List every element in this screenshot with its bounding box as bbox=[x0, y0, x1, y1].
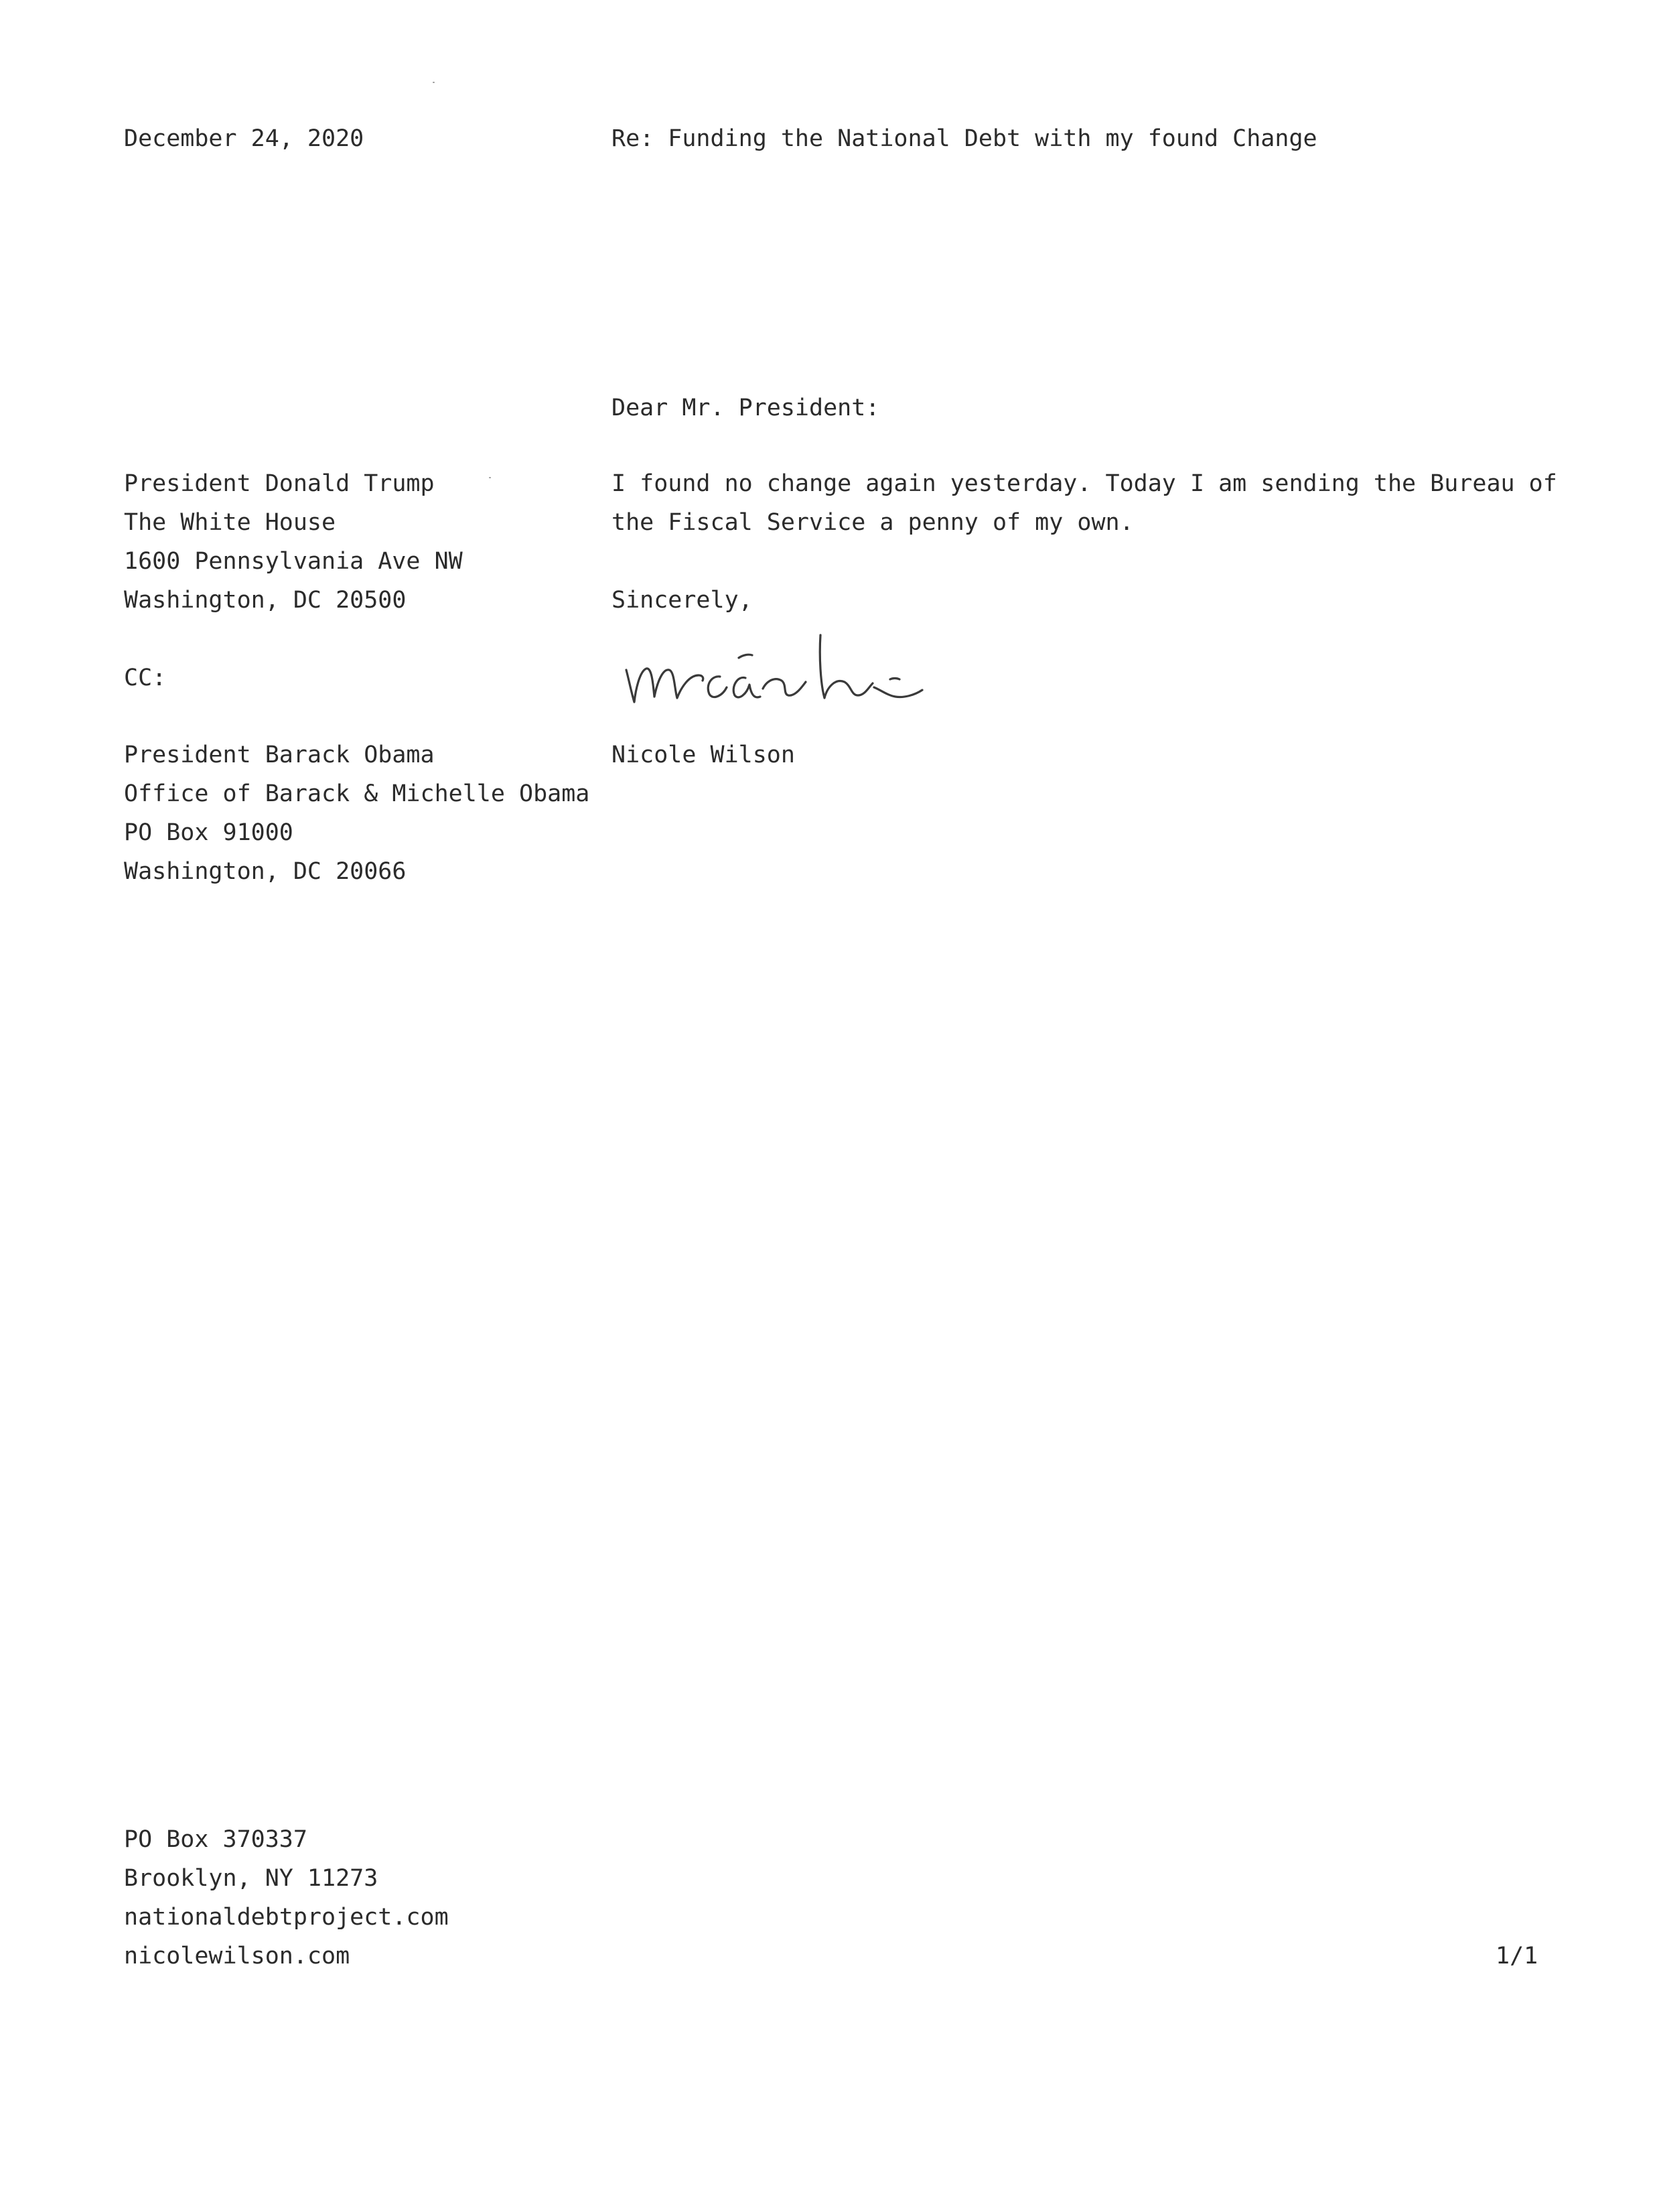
footer-link[interactable]: nicolewilson.com bbox=[124, 1943, 350, 1969]
recipient-line: Washington, DC 20500 bbox=[124, 587, 407, 614]
scan-speck bbox=[433, 82, 435, 83]
page-number: 1/1 bbox=[1496, 1943, 1538, 1969]
letter-body bbox=[611, 464, 1557, 542]
recipient-line: President Donald Trump bbox=[124, 470, 435, 497]
footer-line: Brooklyn, NY 11273 bbox=[124, 1865, 378, 1892]
body-line: I found no change again yesterday. Today I am sending the Bureau of bbox=[611, 470, 1557, 497]
signature-name: Nicole Wilson bbox=[611, 742, 795, 768]
letter-date: December 24, 2020 bbox=[124, 125, 364, 152]
letter-salutation: Dear Mr. President: bbox=[611, 395, 880, 421]
cc-recipient-line: Washington, DC 20066 bbox=[124, 858, 407, 885]
recipient-line: 1600 Pennsylvania Ave NW bbox=[124, 548, 463, 575]
recipient-address bbox=[124, 464, 463, 620]
handwritten-signature bbox=[620, 623, 941, 717]
footer-link[interactable]: nationaldebtproject.com bbox=[124, 1904, 449, 1931]
cc-label: CC: bbox=[124, 665, 167, 691]
scan-speck bbox=[489, 477, 491, 478]
cc-recipient-line: Office of Barack & Michelle Obama bbox=[124, 780, 590, 807]
cc-recipient-line: President Barack Obama bbox=[124, 742, 435, 768]
cc-recipient-line: PO Box 91000 bbox=[124, 819, 293, 846]
letter-closing: Sincerely, bbox=[611, 587, 753, 614]
letter-subject: Re: Funding the National Debt with my found Change bbox=[611, 125, 1317, 152]
cc-recipient-address bbox=[124, 736, 589, 891]
footer-line: PO Box 370337 bbox=[124, 1826, 307, 1853]
recipient-line: The White House bbox=[124, 509, 336, 536]
body-line: the Fiscal Service a penny of my own. bbox=[611, 509, 1134, 536]
sender-footer bbox=[124, 1820, 449, 1976]
